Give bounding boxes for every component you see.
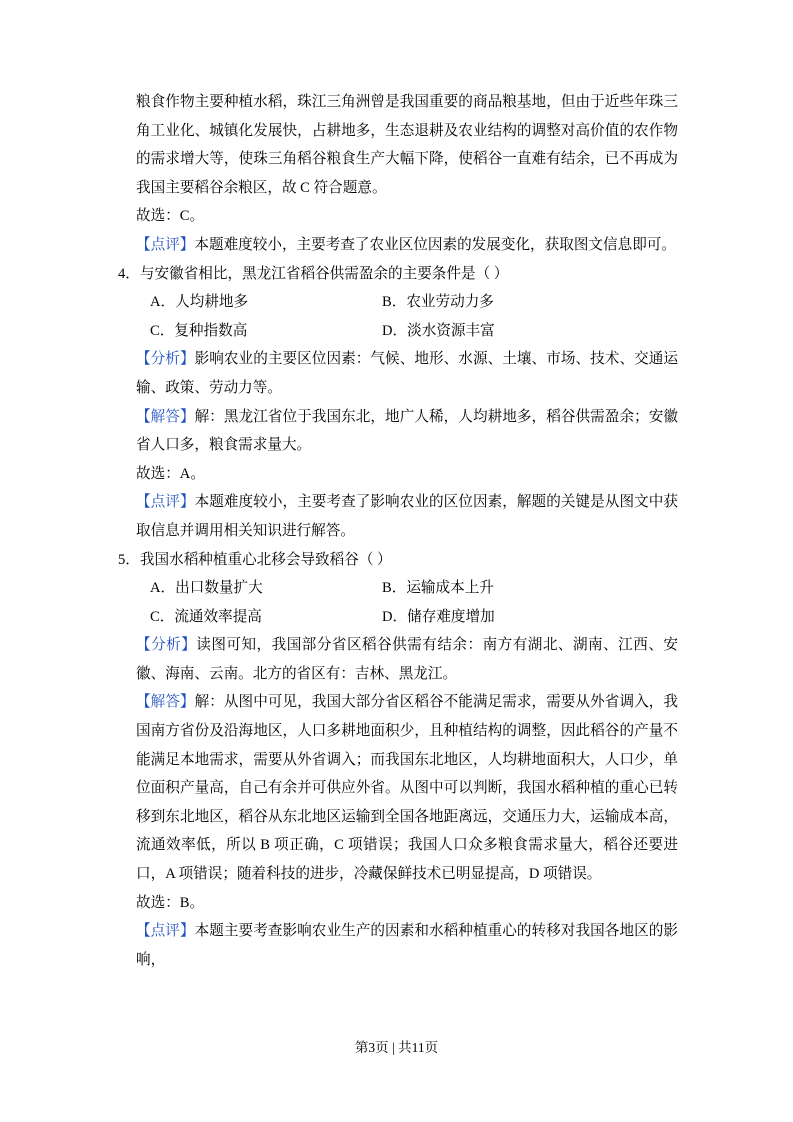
comment-text: 本题难度较小，主要考查了影响农业的区位因素，解题的关键是从图文中获取信息并调用相关知识进行解答。 xyxy=(136,494,678,539)
answer-paragraph xyxy=(118,403,678,460)
question-block-4 xyxy=(118,260,678,546)
option-a[interactable]: A．人均耕地多 xyxy=(150,294,249,311)
option-c[interactable]: C．复种指数高 xyxy=(150,322,248,339)
comment-tag: 【点评】 xyxy=(136,923,195,940)
question-stem-text: 与安徽省相比，黑龙江省稻谷供需盈余的主要条件是（ ） xyxy=(139,265,509,282)
option-d[interactable]: D．淡水资源丰富 xyxy=(382,322,495,339)
options-row-ab xyxy=(118,574,678,603)
comment-paragraph xyxy=(118,231,678,260)
paragraph-continuation: 粮食作物主要种植水稻，珠江三角洲曾是我国重要的商品粮基地，但由于近些年珠三角工业化、城镇化发展快，占耕地多，生态退耕及农业结构的调整对高价值的农作物的需求增大等，使珠三角稻谷粮食生产大幅下降，使稻谷一直难有结余，已不再成为我国主要稻谷余粮区，故 C 符合题意。 xyxy=(136,94,678,196)
answer-tag: 【解答】 xyxy=(136,408,195,425)
comment-text: 本题主要考查影响农业生产的因素和水稻种植重心的转移对我国各地区的影响， xyxy=(136,923,678,968)
answer-text: 解：黑龙江省位于我国东北，地广人稀，人均耕地多，稻谷供需盈余；安徽省人口多，粮食需求量大。 xyxy=(136,408,678,454)
answer-paragraph xyxy=(118,688,678,888)
options-row-ab xyxy=(118,288,678,317)
options-row-cd xyxy=(118,317,678,346)
analysis-paragraph xyxy=(118,631,678,688)
answer-choice-line: 故选：A。 xyxy=(136,465,205,482)
page-content xyxy=(118,88,678,974)
question-stem-text: 我国水稻种植重心北移会导致稻谷（ ） xyxy=(139,551,392,568)
analysis-paragraph xyxy=(118,345,678,402)
option-a[interactable]: A．出口数量扩大 xyxy=(150,580,263,597)
question-number: 4． xyxy=(118,265,140,282)
question-stem xyxy=(118,546,678,575)
comment-paragraph xyxy=(118,488,678,545)
options-row-cd xyxy=(118,603,678,632)
option-b[interactable]: B．运输成本上升 xyxy=(382,580,494,597)
answer-text: 解：从图中可见，我国大部分省区稻谷不能满足需求，需要从外省调入，我国南方省份及沿海地区，人口多耕地面积少，且种植结构的调整，因此稻谷的产量不能满足本地需求，需要从外省调入；而我国东北地区，人均耕地面积大，人口少，单位面积产量高，自己有余并可供应外省。从图中可以判断，我国水稻种植的重心已转移到东北地区，稻谷从东北地区运输到全国各地距离远，交通压力大，运输成本高，流通效率低，所以 B 项正确，C 项错误；我国人口众多粮食需求量大，稻谷还要进口，A 项错误；随着科技的进步，冷藏保鲜技术已明显提高，D 项错误。 xyxy=(136,694,678,883)
analysis-text: 读图可知，我国部分省区稻谷供需有结余：南方有湖北、湖南、江西、安徽、海南、云南。北方的省区有：吉林、黑龙江。 xyxy=(136,637,678,682)
comment-tag: 【点评】 xyxy=(136,494,195,511)
comment-paragraph xyxy=(118,917,678,974)
comment-text: 本题难度较小，主要考查了农业区位因素的发展变化，获取图文信息即可。 xyxy=(194,236,676,253)
question-block-5 xyxy=(118,546,678,975)
option-d[interactable]: D．储存难度增加 xyxy=(382,608,495,625)
analysis-text: 影响农业的主要区位因素：气候、地形、水源、土壤、市场、技术、交通运输、政策、劳动力等。 xyxy=(136,351,678,396)
page-footer: 第3页 | 共11页 xyxy=(354,1040,439,1055)
analysis-tag: 【分析】 xyxy=(136,637,197,654)
answer-choice-line: 故选：C。 xyxy=(136,208,205,225)
comment-tag: 【点评】 xyxy=(136,236,195,253)
answer-choice-line: 故选：B。 xyxy=(136,894,205,911)
question-stem xyxy=(118,260,678,289)
answer-tag: 【解答】 xyxy=(136,694,195,711)
option-c[interactable]: C．流通效率提高 xyxy=(150,608,262,625)
question-number: 5． xyxy=(118,551,140,568)
analysis-tag: 【分析】 xyxy=(136,351,195,368)
option-b[interactable]: B．农业劳动力多 xyxy=(382,294,494,311)
